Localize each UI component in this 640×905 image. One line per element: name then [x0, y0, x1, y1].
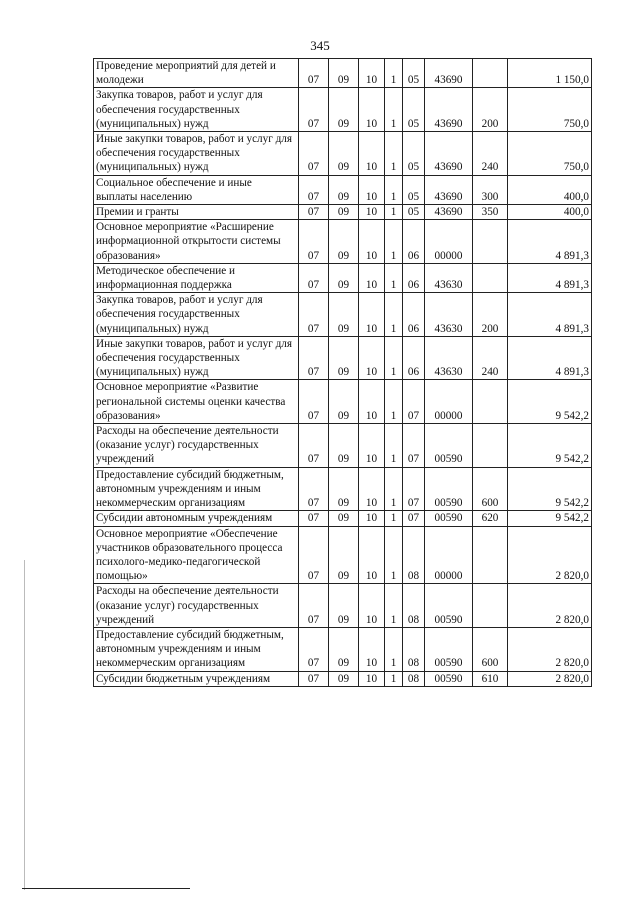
- direction-code-cell: 43630: [425, 293, 473, 337]
- event-code-cell: 05: [403, 59, 425, 88]
- subprogram-code-cell: 1: [385, 263, 403, 292]
- direction-code-cell: 00590: [425, 467, 473, 511]
- row-name-cell: Субсидии бюджетным учреждениям: [94, 671, 299, 686]
- direction-code-cell: 43690: [425, 88, 473, 132]
- footnote-rule: [22, 888, 190, 889]
- subprogram-code-cell: 1: [385, 132, 403, 176]
- row-name-cell: Иные закупки товаров, работ и услуг для обеспечения государственных (муниципальных) нужд: [94, 336, 299, 380]
- amount-cell: 9 542,2: [508, 380, 592, 424]
- table-row: [94, 220, 592, 264]
- section-code-cell: 07: [299, 175, 329, 204]
- page-number: 345: [310, 38, 330, 53]
- subsection-code-cell: 09: [329, 132, 359, 176]
- expense-type-code-cell: 350: [473, 205, 508, 220]
- program-code-cell: 10: [359, 263, 385, 292]
- table-row: [94, 336, 592, 380]
- event-code-cell: 07: [403, 467, 425, 511]
- direction-code-cell: 00590: [425, 424, 473, 468]
- event-code-cell: 05: [403, 175, 425, 204]
- event-code-cell: 08: [403, 526, 425, 584]
- subprogram-code-cell: 1: [385, 88, 403, 132]
- subprogram-code-cell: 1: [385, 175, 403, 204]
- event-code-cell: 06: [403, 293, 425, 337]
- section-code-cell: 07: [299, 467, 329, 511]
- amount-cell: 9 542,2: [508, 467, 592, 511]
- subprogram-code-cell: 1: [385, 671, 403, 686]
- table-row: [94, 526, 592, 584]
- section-code-cell: 07: [299, 526, 329, 584]
- table-row: [94, 132, 592, 176]
- row-name-cell: Расходы на обеспечение деятельности (оказание услуг) государственных учреждений: [94, 424, 299, 468]
- expense-type-code-cell: [473, 220, 508, 264]
- section-code-cell: 07: [299, 132, 329, 176]
- subsection-code-cell: 09: [329, 59, 359, 88]
- table-row: [94, 88, 592, 132]
- amount-cell: 2 820,0: [508, 671, 592, 686]
- amount-cell: 2 820,0: [508, 627, 592, 671]
- subsection-code-cell: 09: [329, 627, 359, 671]
- table-row: [94, 671, 592, 686]
- section-code-cell: 07: [299, 424, 329, 468]
- row-name-cell: Методическое обеспечение и информационная поддержка: [94, 263, 299, 292]
- expense-type-code-cell: [473, 263, 508, 292]
- amount-cell: 4 891,3: [508, 220, 592, 264]
- program-code-cell: 10: [359, 380, 385, 424]
- subsection-code-cell: 09: [329, 671, 359, 686]
- expense-type-code-cell: 600: [473, 627, 508, 671]
- program-code-cell: 10: [359, 336, 385, 380]
- program-code-cell: 10: [359, 584, 385, 628]
- budget-table: [93, 58, 592, 687]
- direction-code-cell: 43690: [425, 175, 473, 204]
- table-row: [94, 511, 592, 526]
- expense-type-code-cell: [473, 584, 508, 628]
- direction-code-cell: 43690: [425, 205, 473, 220]
- amount-cell: 4 891,3: [508, 336, 592, 380]
- direction-code-cell: 00590: [425, 511, 473, 526]
- amount-cell: 400,0: [508, 175, 592, 204]
- direction-code-cell: 00590: [425, 584, 473, 628]
- table-row: [94, 424, 592, 468]
- expense-type-code-cell: 240: [473, 336, 508, 380]
- table-row: [94, 584, 592, 628]
- event-code-cell: 05: [403, 132, 425, 176]
- scan-edge-line: [24, 560, 25, 890]
- expense-type-code-cell: [473, 526, 508, 584]
- subprogram-code-cell: 1: [385, 526, 403, 584]
- amount-cell: 750,0: [508, 88, 592, 132]
- program-code-cell: 10: [359, 671, 385, 686]
- event-code-cell: 07: [403, 424, 425, 468]
- table-row: [94, 467, 592, 511]
- row-name-cell: Премии и гранты: [94, 205, 299, 220]
- expense-type-code-cell: 200: [473, 88, 508, 132]
- direction-code-cell: 43690: [425, 59, 473, 88]
- table-row: [94, 175, 592, 204]
- row-name-cell: Основное мероприятие «Развитие региональной системы оценки качества образования»: [94, 380, 299, 424]
- amount-cell: 4 891,3: [508, 263, 592, 292]
- event-code-cell: 07: [403, 511, 425, 526]
- subprogram-code-cell: 1: [385, 336, 403, 380]
- section-code-cell: 07: [299, 380, 329, 424]
- table-row: [94, 263, 592, 292]
- row-name-cell: Закупка товаров, работ и услуг для обеспечения государственных (муниципальных) нужд: [94, 293, 299, 337]
- subsection-code-cell: 09: [329, 220, 359, 264]
- subprogram-code-cell: 1: [385, 424, 403, 468]
- expense-type-code-cell: 610: [473, 671, 508, 686]
- subsection-code-cell: 09: [329, 175, 359, 204]
- program-code-cell: 10: [359, 293, 385, 337]
- expense-type-code-cell: 620: [473, 511, 508, 526]
- subsection-code-cell: 09: [329, 467, 359, 511]
- subsection-code-cell: 09: [329, 205, 359, 220]
- program-code-cell: 10: [359, 205, 385, 220]
- section-code-cell: 07: [299, 293, 329, 337]
- row-name-cell: Иные закупки товаров, работ и услуг для обеспечения государственных (муниципальных) нужд: [94, 132, 299, 176]
- event-code-cell: 06: [403, 263, 425, 292]
- program-code-cell: 10: [359, 627, 385, 671]
- program-code-cell: 10: [359, 526, 385, 584]
- direction-code-cell: 00590: [425, 671, 473, 686]
- amount-cell: 9 542,2: [508, 424, 592, 468]
- subsection-code-cell: 09: [329, 88, 359, 132]
- program-code-cell: 10: [359, 511, 385, 526]
- row-name-cell: Основное мероприятие «Обеспечение участников образовательного процесса психолого-медико-педагогической помощью»: [94, 526, 299, 584]
- row-name-cell: Основное мероприятие «Расширение информационной открытости системы образования»: [94, 220, 299, 264]
- event-code-cell: 08: [403, 671, 425, 686]
- event-code-cell: 06: [403, 220, 425, 264]
- expense-type-code-cell: 600: [473, 467, 508, 511]
- subsection-code-cell: 09: [329, 293, 359, 337]
- section-code-cell: 07: [299, 627, 329, 671]
- expense-type-code-cell: 300: [473, 175, 508, 204]
- table-row: [94, 380, 592, 424]
- subprogram-code-cell: 1: [385, 220, 403, 264]
- expense-type-code-cell: [473, 59, 508, 88]
- amount-cell: 2 820,0: [508, 526, 592, 584]
- amount-cell: 750,0: [508, 132, 592, 176]
- program-code-cell: 10: [359, 467, 385, 511]
- subprogram-code-cell: 1: [385, 293, 403, 337]
- program-code-cell: 10: [359, 88, 385, 132]
- subsection-code-cell: 09: [329, 263, 359, 292]
- row-name-cell: Предоставление субсидий бюджетным, автономным учреждениям и иным некоммерческим организациям: [94, 627, 299, 671]
- subsection-code-cell: 09: [329, 380, 359, 424]
- table-row: [94, 293, 592, 337]
- row-name-cell: Социальное обеспечение и иные выплаты населению: [94, 175, 299, 204]
- event-code-cell: 08: [403, 627, 425, 671]
- section-code-cell: 07: [299, 59, 329, 88]
- subsection-code-cell: 09: [329, 526, 359, 584]
- row-name-cell: Предоставление субсидий бюджетным, автономным учреждениям и иным некоммерческим организациям: [94, 467, 299, 511]
- subprogram-code-cell: 1: [385, 205, 403, 220]
- direction-code-cell: 00000: [425, 220, 473, 264]
- program-code-cell: 10: [359, 424, 385, 468]
- subprogram-code-cell: 1: [385, 380, 403, 424]
- direction-code-cell: 43630: [425, 336, 473, 380]
- table-row: [94, 205, 592, 220]
- direction-code-cell: 43630: [425, 263, 473, 292]
- event-code-cell: 08: [403, 584, 425, 628]
- expense-type-code-cell: [473, 424, 508, 468]
- section-code-cell: 07: [299, 88, 329, 132]
- section-code-cell: 07: [299, 511, 329, 526]
- subprogram-code-cell: 1: [385, 584, 403, 628]
- amount-cell: 2 820,0: [508, 584, 592, 628]
- subsection-code-cell: 09: [329, 336, 359, 380]
- direction-code-cell: 00000: [425, 380, 473, 424]
- subprogram-code-cell: 1: [385, 627, 403, 671]
- event-code-cell: 07: [403, 380, 425, 424]
- subsection-code-cell: 09: [329, 424, 359, 468]
- section-code-cell: 07: [299, 584, 329, 628]
- program-code-cell: 10: [359, 132, 385, 176]
- amount-cell: 4 891,3: [508, 293, 592, 337]
- section-code-cell: 07: [299, 336, 329, 380]
- program-code-cell: 10: [359, 59, 385, 88]
- table-row: [94, 627, 592, 671]
- amount-cell: 1 150,0: [508, 59, 592, 88]
- section-code-cell: 07: [299, 220, 329, 264]
- direction-code-cell: 00590: [425, 627, 473, 671]
- direction-code-cell: 00000: [425, 526, 473, 584]
- event-code-cell: 05: [403, 88, 425, 132]
- subprogram-code-cell: 1: [385, 467, 403, 511]
- direction-code-cell: 43690: [425, 132, 473, 176]
- row-name-cell: Субсидии автономным учреждениям: [94, 511, 299, 526]
- subprogram-code-cell: 1: [385, 511, 403, 526]
- program-code-cell: 10: [359, 175, 385, 204]
- program-code-cell: 10: [359, 220, 385, 264]
- subsection-code-cell: 09: [329, 584, 359, 628]
- amount-cell: 9 542,2: [508, 511, 592, 526]
- row-name-cell: Закупка товаров, работ и услуг для обеспечения государственных (муниципальных) нужд: [94, 88, 299, 132]
- subsection-code-cell: 09: [329, 511, 359, 526]
- amount-cell: 400,0: [508, 205, 592, 220]
- section-code-cell: 07: [299, 671, 329, 686]
- section-code-cell: 07: [299, 263, 329, 292]
- expense-type-code-cell: [473, 380, 508, 424]
- row-name-cell: Проведение мероприятий для детей и молодежи: [94, 59, 299, 88]
- table-row: [94, 59, 592, 88]
- expense-type-code-cell: 240: [473, 132, 508, 176]
- subprogram-code-cell: 1: [385, 59, 403, 88]
- event-code-cell: 05: [403, 205, 425, 220]
- row-name-cell: Расходы на обеспечение деятельности (оказание услуг) государственных учреждений: [94, 584, 299, 628]
- section-code-cell: 07: [299, 205, 329, 220]
- expense-type-code-cell: 200: [473, 293, 508, 337]
- event-code-cell: 06: [403, 336, 425, 380]
